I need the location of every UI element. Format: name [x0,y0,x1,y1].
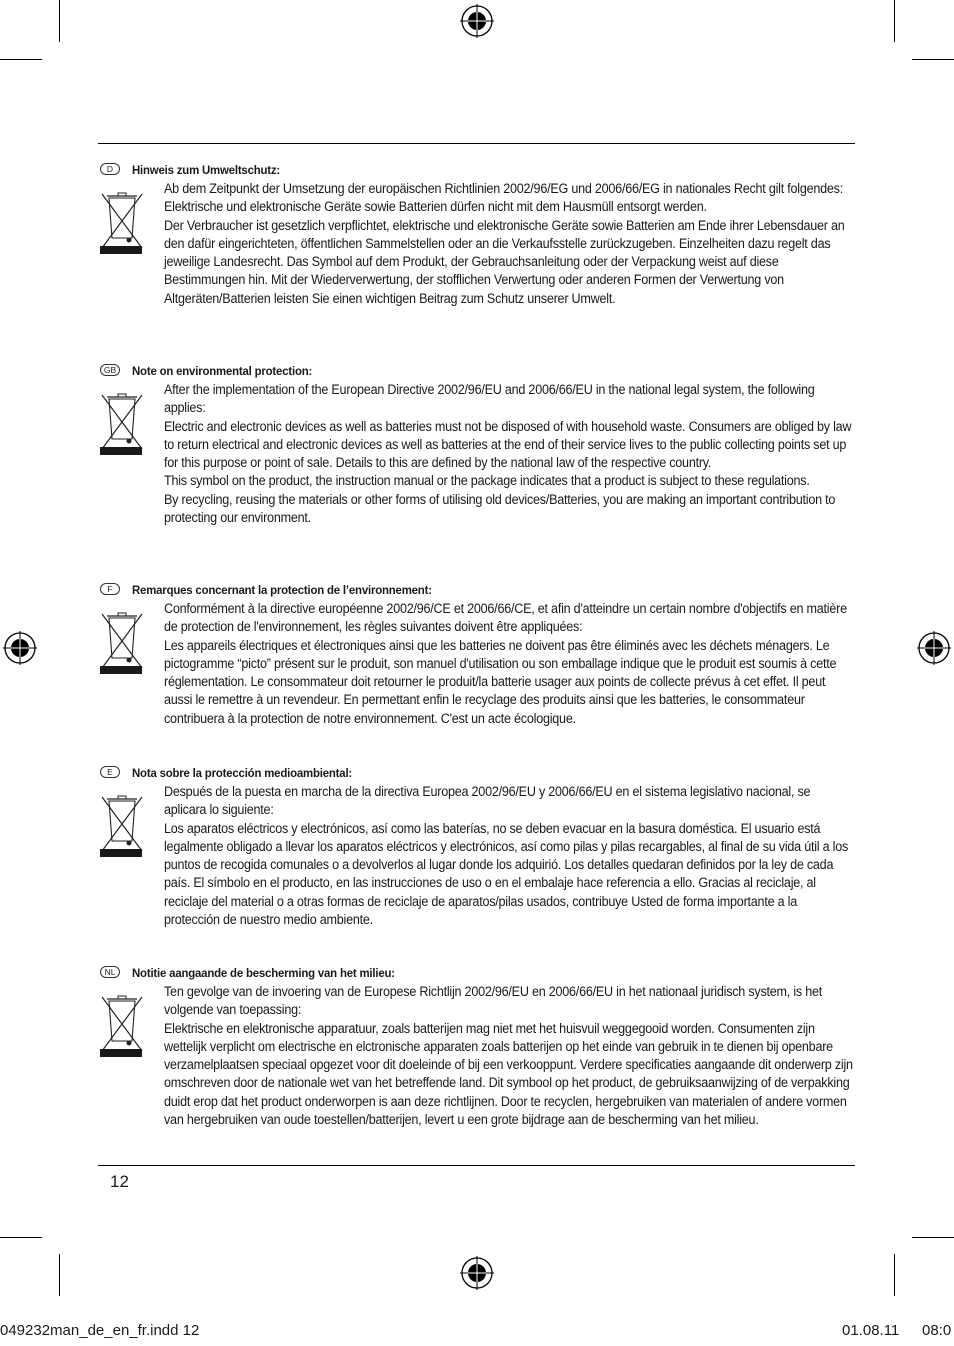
crop-mark-bottom-right-v [894,1254,895,1296]
crop-mark-bottom-right-h [912,1237,954,1238]
section-body [164,600,855,728]
paragraph: Elektrische en elektronische apparatuur, zoals batterijen mag niet met het huisvuil weggegooid worden. Consumenten zijn wettelijk verplicht om electrische en elctronische apparaten zoals batterijen op het einde van gebruik in te dienen bij openbare verzamelplaatsen speciaal opgezet voor dit doeleinde of bij een verkooppunt. Verdere specificaties aangaande dit onderwerp zijn omschreven door de nationale wet van het betreffende land. Dit symbool op het product, de gebruiksaanwijzing of de verpakking duidt erop dat het product onderworpen is aan deze richtlijnen. Door te recyclen, hergebruiken van materialen of andere vormen van hergebruiken van oude toestellen/batterijen, levert u een grote bijdrage aan de bescherming van het milieu. [164,1020,853,1128]
language-badge: F [100,583,120,595]
crossed-out-wheelie-bin-icon [100,602,144,674]
crop-mark-top-right-v [894,0,895,42]
paragraph: After the implementation of the European Directive 2002/96/EU and 2006/66/EU in the national legal system, the following applies: [164,382,815,416]
section-fr [98,582,855,752]
crossed-out-wheelie-bin-icon [100,985,144,1057]
registration-mark-icon [460,1256,494,1290]
section-body [164,983,855,1129]
crossed-out-wheelie-bin-icon [100,785,144,857]
section-body [164,381,855,527]
crossed-out-wheelie-bin-icon [100,182,144,254]
section-heading: Note on environmental protection: [132,364,313,378]
section-heading: Hinweis zum Umweltschutz: [132,163,281,177]
language-badge: GB [100,364,120,376]
language-badge: E [100,766,120,778]
section-gb [98,363,855,568]
paragraph: Elektrische und elektronische Geräte sowie Batterien dürfen nicht mit dem Hausmüll entsorgt werden. [164,199,707,215]
paragraph: By recycling, reusing the materials or other forms of utilising old devices/Batteries, you are making an important contribution to protecting our environment. [164,491,836,526]
paragraph: Conformément à la directive européenne 2002/96/CE et 2006/66/CE, et afin d'atteindre un certain nombre d'objectifs en matière de protection de l'environnement, les règles suivantes doivent être appliquées: [164,601,847,635]
section-body [164,783,855,929]
paragraph: Ten gevolge van de invoering van de Europese Richtlijn 2002/96/EU en 2006/66/EU in het nationaal juridisch system, is het volgende van toepassing: [164,984,822,1018]
registration-mark-icon [917,631,951,665]
slug-date: 01.08.11 [842,1322,900,1339]
section-body [164,180,855,308]
crop-mark-top-right-h [912,59,954,60]
crop-mark-top-left-v [59,0,60,42]
paragraph: This symbol on the product, the instruction manual or the package indicates that a product is subject to these regulations. [164,473,810,489]
slug-filename: 049232man_de_en_fr.indd 12 [0,1322,200,1339]
paragraph: Der Verbraucher ist gesetzlich verpflichtet, elektrische und elektronische Geräte sowie Batterien am Ende ihrer Lebensdauer an den dafür eingerichteten, öffentlichen Sammelstellen oder an die Verkaufsstelle zurückzugeben. Einzelheiten dazu regelt das jeweilige Landesrecht. Das Symbol auf dem Produkt, der Gebrauchsanleitung oder der Verpackung weist auf diese Bestimmungen hin. Mit der Wiederverwertung, der stofflichen Verwertung oder anderen Formen der Verwertung von Altgeräten/Batterien leisten Sie einen wichtigen Beitrag zum Schutz unserer Umwelt. [164,217,845,306]
paragraph: Después de la puesta en marcha de la directiva Europea 2002/96/EU y 2006/66/EU en el sistema legislativo nacional, se aplicara lo siguiente: [164,784,811,818]
registration-mark-icon [3,631,37,665]
section-heading: Notitie aangaande de bescherming van het milieu: [132,966,395,980]
section-heading: Remarques concernant la protection de l’environnement: [132,583,432,597]
crop-mark-bottom-left-h [0,1237,42,1238]
paragraph: Ab dem Zeitpunkt der Umsetzung der europäischen Richtlinien 2002/96/EG und 2006/66/EG in nationales Recht gilt folgendes: [164,181,843,196]
language-badge: NL [100,966,120,978]
section-es [98,765,855,950]
section-heading: Nota sobre la protección medioambiental: [132,766,353,780]
paragraph: Les appareils électriques et électroniques ainsi que les batteries ne doivent pas être éliminés avec les déchets ménagers. Le pictogramme “picto” présent sur le produit, son manuel d'utilisation ou son emballage indique que le produit est soumis à cette réglementation. Le consommateur doit retourner le produit/la batterie usager aux points de collecte prévus à cet effet. Il peut aussi le remettre à un revendeur. En permettant enfin le recyclage des produits ainsi que les batteries, le consommateur contribuera à la protection de notre environnement. C'est un acte écologique. [164,637,837,726]
bottom-rule [98,1165,855,1166]
crop-mark-top-left-h [0,59,42,60]
paragraph: Los aparatos eléctricos y electrónicos, así como las baterías, no se deben evacuar en la basura doméstica. El usuario está legalmente obligado a llevar los aparatos eléctricos y electrónicos, así como pilas y pilas recargables, al final de su vida útil a los puntos de recogida comunales o a devolverlos al lugar donde los adquirió. Los detalles quedaran definidos por la ley de cada país. El símbolo en el producto, en las instrucciones de uso o en el embalaje hace referencia a ello. Gracias al reciclaje, al reciclaje del material o a otras formas de reciclaje de aparatos/pilas usados, contribuye Usted de forma importante a la protección de nuestro medio ambiente. [164,820,849,928]
crossed-out-wheelie-bin-icon [100,383,144,455]
slug-time: 08:0 [922,1322,952,1339]
section-de [98,162,855,347]
language-badge: D [100,163,120,175]
section-nl [98,965,855,1155]
page-number: 12 [110,1172,129,1191]
paragraph: Electric and electronic devices as well as batteries must not be disposed of with household waste. Consumers are obliged by law to return electrical and electronic devices as well as batteries at the end of their service lives to the public collecting points set up for this purpose or point of sale. Details to this are defined by the national law of the respective country. [164,418,852,471]
registration-mark-icon [460,4,494,38]
top-rule [98,143,855,144]
crop-mark-bottom-left-v [59,1254,60,1296]
